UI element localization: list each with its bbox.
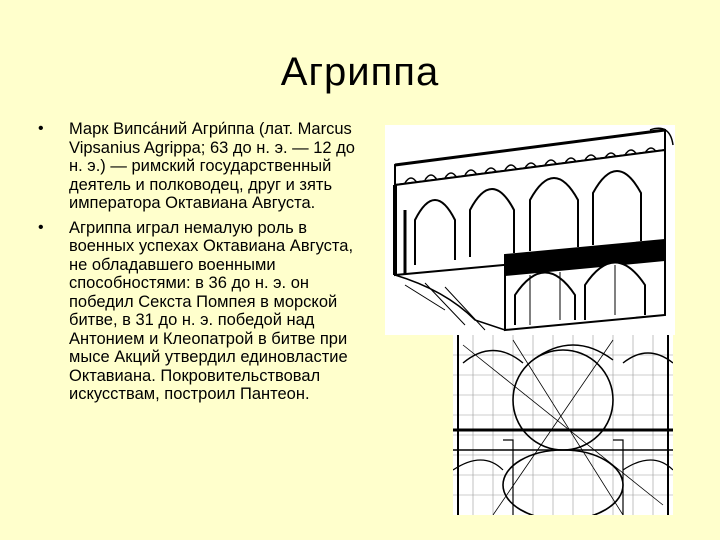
bullet-list — [38, 120, 358, 410]
bullet-text: Агриппа играл немалую роль в военных успехах Октавиана Августа, не обладавшего военными способностями: в 36 до н. э. он победил Секста Помпея в морской битве, в 31 до н. э. победой над Антонием и Клеопатрой в битве при мысе Акций утвердил единовластие Октавиана. Покровительствовал искусствам, построил Пантеон. — [69, 218, 354, 403]
bullet-item — [38, 120, 358, 213]
bullet-text: Марк Випса́ний Агри́ппа (лат. Marcus Vipsanius Agrippa; 63 до н. э. — 12 до н. э.) — римский государственный деятель и полководец, друг и зять императора Октавиана Августа. — [69, 120, 355, 212]
aqueduct-perspective-drawing — [385, 125, 675, 335]
slide-title: Агриппа — [280, 50, 440, 94]
bullet-item — [38, 219, 358, 404]
aqueduct-elevation-drawing — [453, 335, 673, 515]
bullet-dot: • — [38, 120, 44, 137]
bullet-dot: • — [38, 218, 44, 236]
